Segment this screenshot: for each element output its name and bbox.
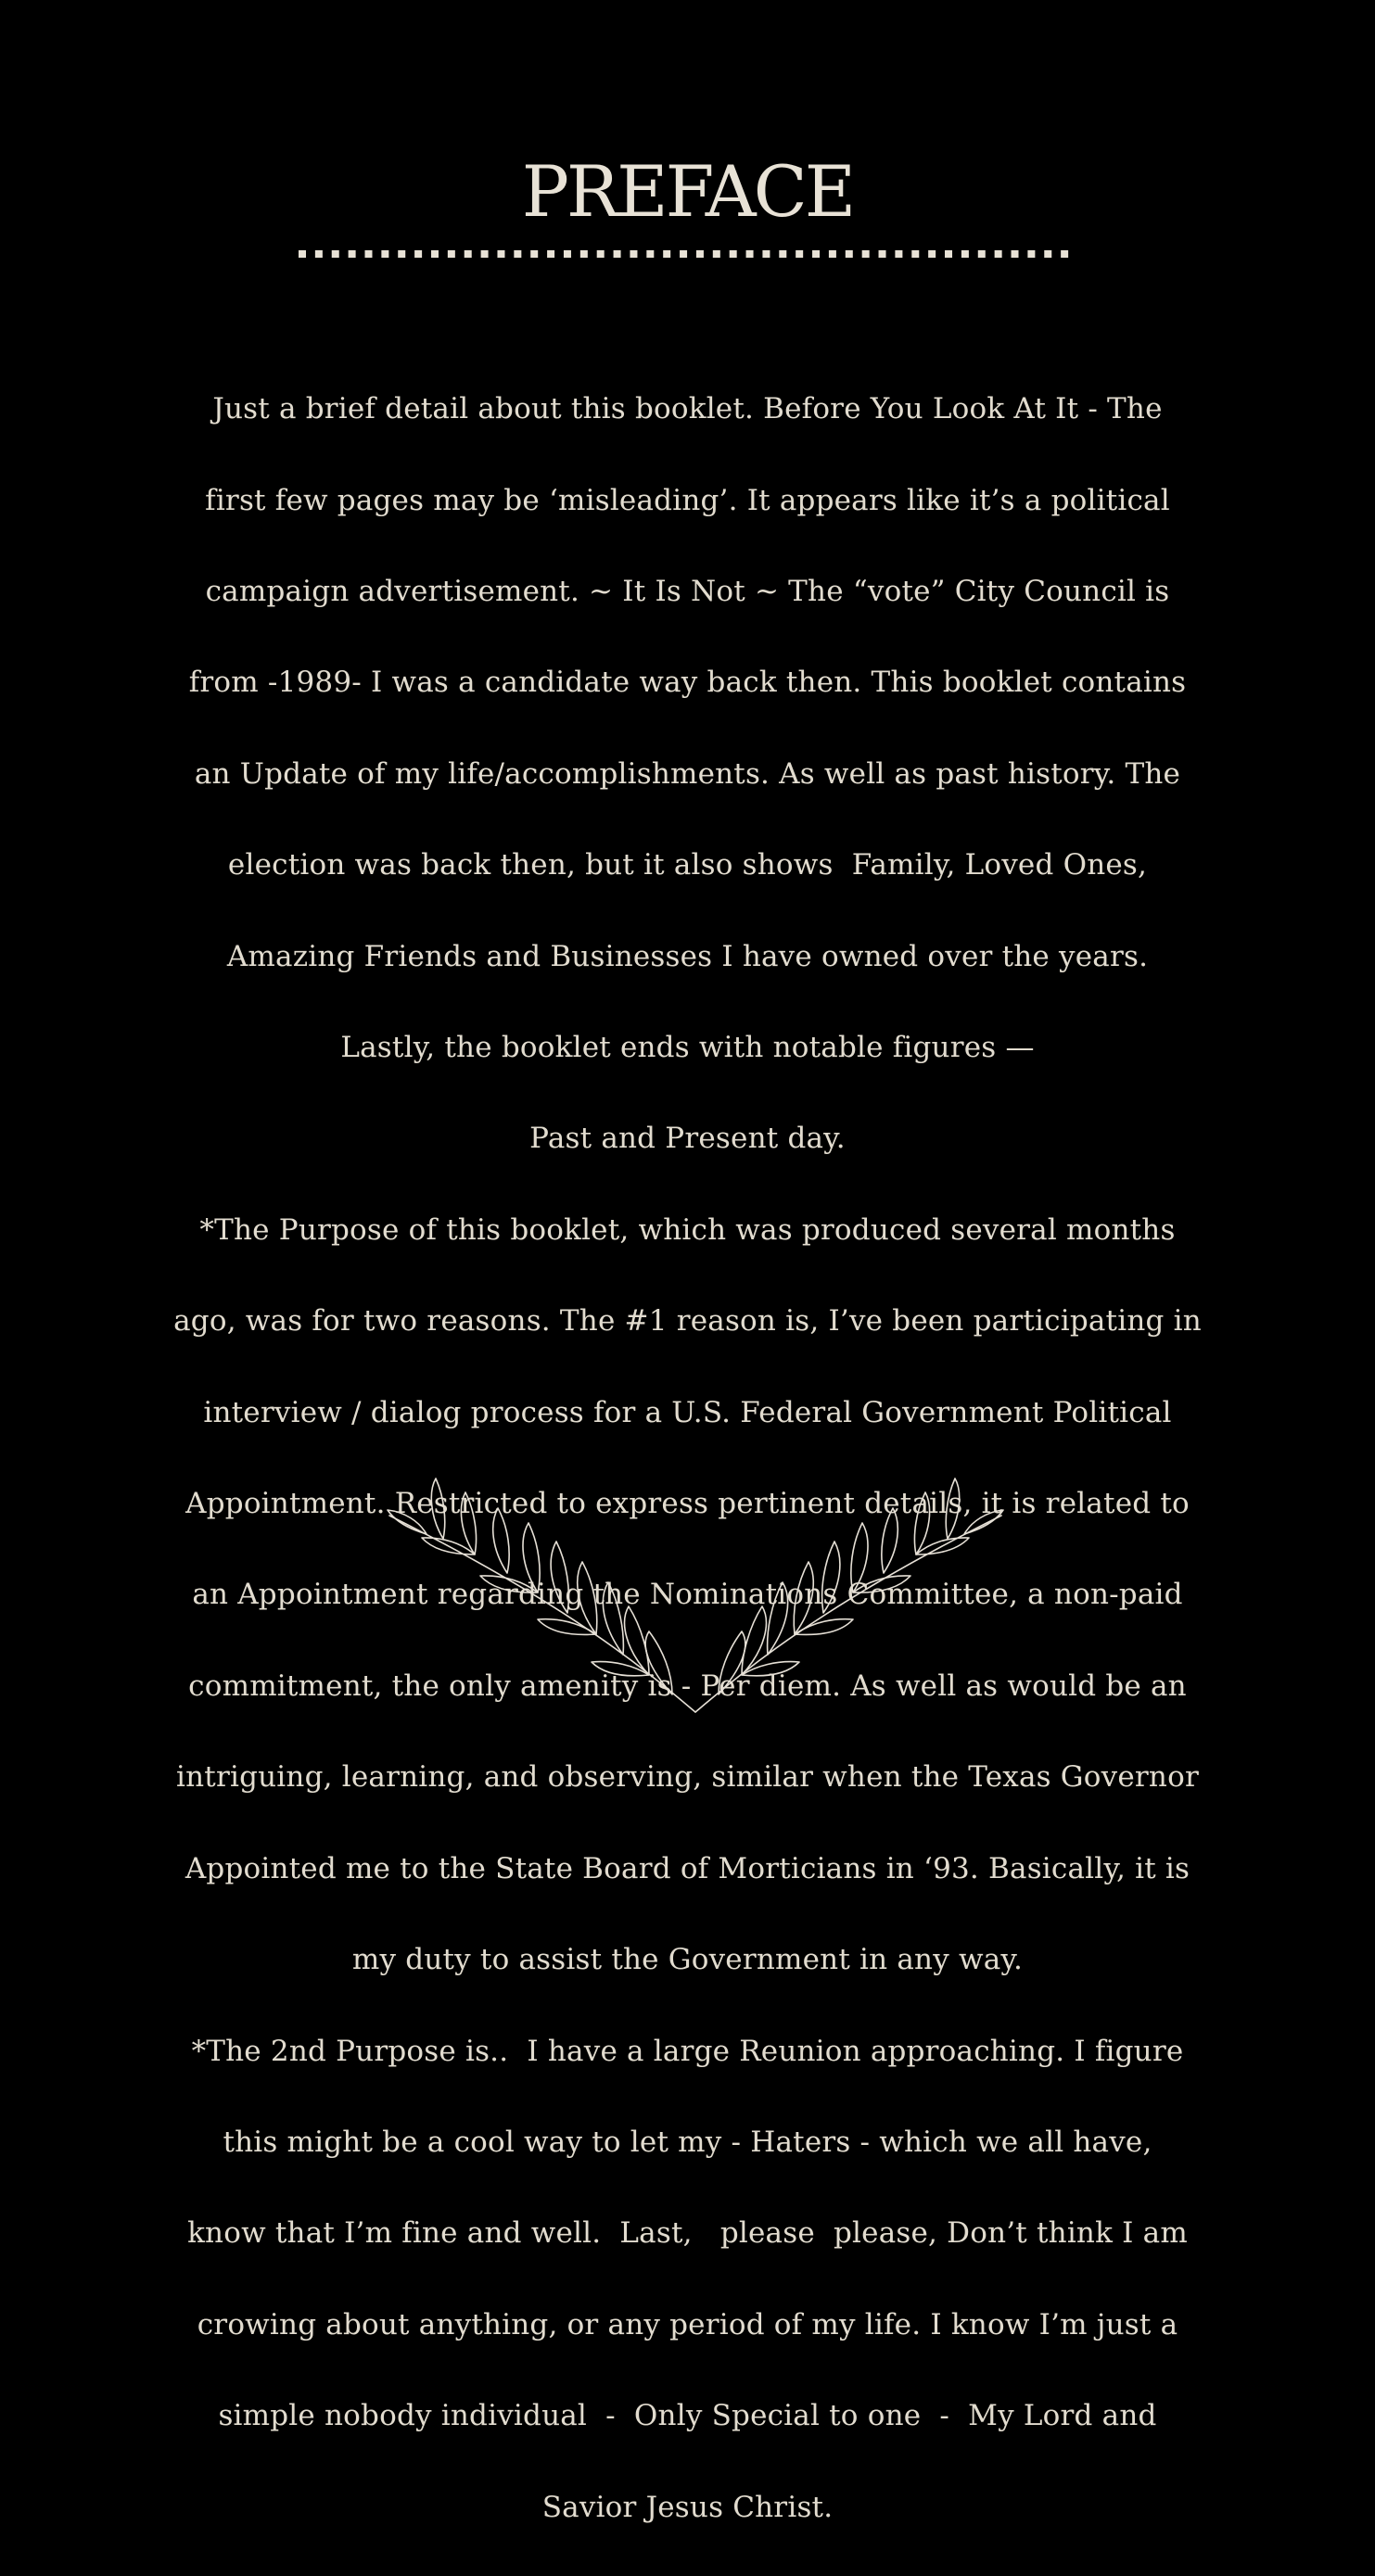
divider-dot bbox=[862, 250, 870, 258]
divider-dot bbox=[514, 250, 521, 258]
divider-dot bbox=[779, 250, 786, 258]
body-line: Savior Jesus Christ. bbox=[541, 2490, 834, 2524]
divider-dot bbox=[945, 250, 952, 258]
divider-dot bbox=[381, 250, 388, 258]
divider-dot bbox=[696, 250, 704, 258]
divider-dot bbox=[928, 250, 936, 258]
divider-dot bbox=[332, 250, 339, 258]
divider-dot bbox=[431, 250, 439, 258]
divider-dot bbox=[448, 250, 455, 258]
divider-dot bbox=[614, 250, 621, 258]
divider-dot bbox=[646, 250, 654, 258]
divider-dot bbox=[481, 250, 489, 258]
body-line: this might be a cool way to let my - Haters - which we all have, bbox=[223, 2125, 1152, 2159]
divider-dot bbox=[879, 250, 886, 258]
body-line: an Appointment regarding the Nominations Committee, a non-paid bbox=[192, 1578, 1183, 1612]
body-line: Appointed me to the State Board of Morticians in ‘93. Basically, it is bbox=[185, 1851, 1190, 1885]
divider-dot bbox=[680, 250, 687, 258]
divider-dot bbox=[978, 250, 986, 258]
body-line: *The 2nd Purpose is.. I have a large Reunion approaching. I figure bbox=[191, 2034, 1184, 2068]
divider-dot bbox=[730, 250, 737, 258]
divider-dot bbox=[597, 250, 605, 258]
divider-dot bbox=[961, 250, 969, 258]
divider-dot bbox=[530, 250, 538, 258]
divider-dot bbox=[796, 250, 803, 258]
divider-dot bbox=[564, 250, 571, 258]
divider-dot bbox=[829, 250, 836, 258]
dotted-divider-icon bbox=[299, 248, 1077, 260]
body-line: my duty to assist the Government in any way. bbox=[351, 1943, 1024, 1977]
body-line: Appointment. Restricted to express pertinent details, it is related to bbox=[185, 1487, 1190, 1521]
body-line: commitment, the only amenity is - Per diem. As well as would be an bbox=[188, 1669, 1187, 1703]
divider-dot bbox=[414, 250, 422, 258]
body-line: first few pages may be ‘misleading’. It appears like it’s a political bbox=[205, 483, 1170, 517]
body-line: ago, was for two reasons. The #1 reason is, I’ve been participating in bbox=[173, 1304, 1202, 1339]
right-branch bbox=[695, 1478, 1003, 1712]
body-line: from -1989- I was a candidate way back then. This booklet contains bbox=[188, 666, 1187, 700]
divider-dot bbox=[547, 250, 554, 258]
divider-dot bbox=[1012, 250, 1019, 258]
divider-dot bbox=[713, 250, 720, 258]
divider-dot bbox=[364, 250, 372, 258]
divider-dot bbox=[812, 250, 820, 258]
divider-dot bbox=[846, 250, 853, 258]
body-line: simple nobody individual - Only Special to one - My Lord and bbox=[218, 2399, 1157, 2433]
divider-dot bbox=[497, 250, 504, 258]
divider-dot bbox=[465, 250, 472, 258]
body-line: Lastly, the booklet ends with notable figures — bbox=[340, 1031, 1035, 1065]
divider-dot bbox=[663, 250, 670, 258]
body-line: *The Purpose of this booklet, which was produced several months bbox=[199, 1212, 1176, 1247]
divider-dot bbox=[1061, 250, 1068, 258]
body-line: Amazing Friends and Businesses I have owned over the years. bbox=[226, 939, 1149, 973]
divider-dot bbox=[895, 250, 902, 258]
body-line: intriguing, learning, and observing, similar when the Texas Governor bbox=[176, 1760, 1199, 1795]
body-line: interview / dialog process for a U.S. Federal Government Political bbox=[203, 1395, 1172, 1429]
divider-dot bbox=[315, 250, 323, 258]
body-line: know that I’m fine and well. Last, please please, Don’t think I am bbox=[187, 2216, 1188, 2251]
body-line: Just a brief detail about this booklet. Before You Look At It - The bbox=[212, 392, 1163, 426]
body-line: campaign advertisement. ~ It Is Not ~ The “vote” City Council is bbox=[205, 575, 1170, 609]
divider-dot bbox=[762, 250, 770, 258]
divider-dot bbox=[580, 250, 588, 258]
body-line: crowing about anything, or any period of my life. I know I’m just a bbox=[197, 2307, 1178, 2341]
body-line: election was back then, but it also shows Family, Loved Ones, bbox=[227, 848, 1148, 882]
laurel-branches-icon bbox=[371, 1469, 1020, 1719]
divider-dot bbox=[746, 250, 754, 258]
left-branch bbox=[388, 1478, 695, 1712]
divider-dot bbox=[1027, 250, 1035, 258]
divider-dot bbox=[1044, 250, 1051, 258]
divider-dot bbox=[630, 250, 637, 258]
divider-dot bbox=[299, 250, 306, 258]
divider-dot bbox=[911, 250, 919, 258]
body-line: Past and Present day. bbox=[529, 1122, 846, 1156]
divider-dot bbox=[349, 250, 356, 258]
page-title: PREFACE bbox=[521, 149, 854, 233]
divider-dot bbox=[995, 250, 1002, 258]
divider-dot bbox=[398, 250, 405, 258]
body-line: an Update of my life/accomplishments. As well as past history. The bbox=[194, 756, 1181, 791]
preface-body bbox=[111, 341, 1264, 2576]
